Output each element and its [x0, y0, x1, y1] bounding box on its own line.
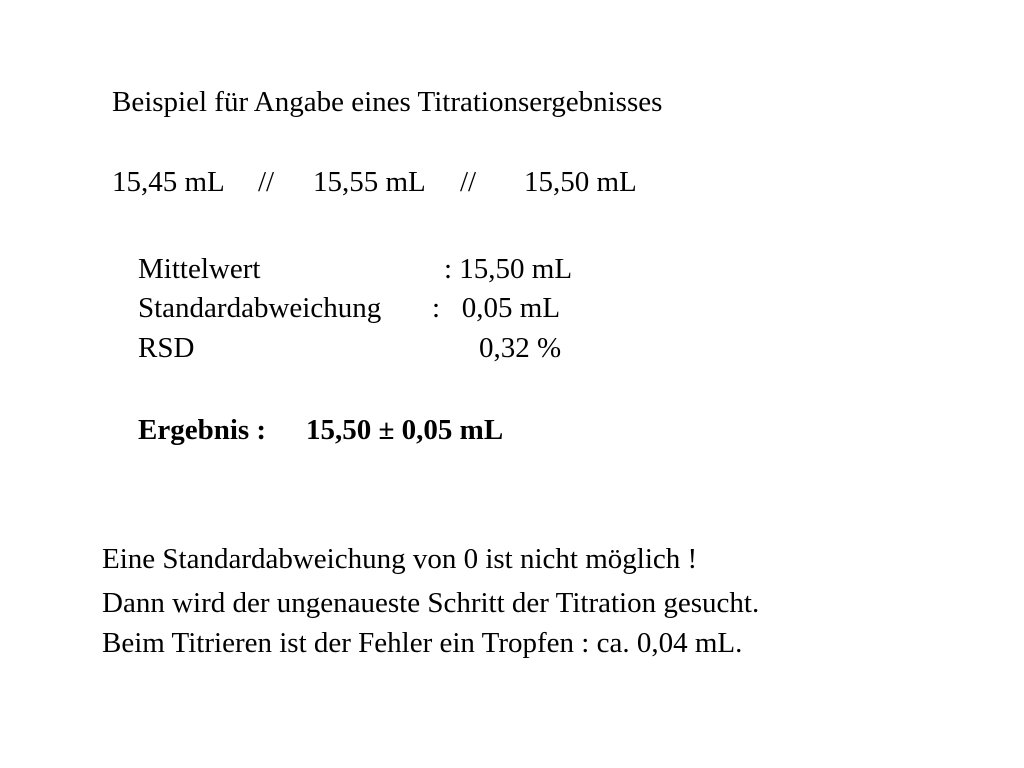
measurement-separator-2: //: [460, 166, 477, 198]
result-label: Ergebnis :: [138, 414, 267, 446]
note-line-1: Eine Standardabweichung von 0 ist nicht möglich !: [102, 543, 698, 575]
measurement-1: 15,45 mL: [112, 166, 225, 198]
result-value: 15,50 ± 0,05 mL: [306, 414, 504, 446]
note-line-2: Dann wird der ungenaueste Schritt der Titration gesucht.: [102, 587, 760, 619]
stat-label-mean: Mittelwert: [138, 253, 261, 285]
stat-value-rsd: 0,32 %: [479, 332, 562, 364]
stat-label-rsd: RSD: [138, 332, 195, 364]
measurement-separator-1: //: [258, 166, 275, 198]
note-line-3: Beim Titrieren ist der Fehler ein Tropfen : ca. 0,04 mL.: [102, 627, 743, 659]
stat-label-stddev: Standardabweichung: [138, 292, 382, 324]
slide-title: Beispiel für Angabe eines Titrationsergebnisses: [112, 86, 663, 118]
stat-value-mean: : 15,50 mL: [444, 253, 573, 285]
measurement-2: 15,55 mL: [313, 166, 426, 198]
stat-value-stddev: : 0,05 mL: [432, 292, 561, 324]
measurement-3: 15,50 mL: [524, 166, 637, 198]
